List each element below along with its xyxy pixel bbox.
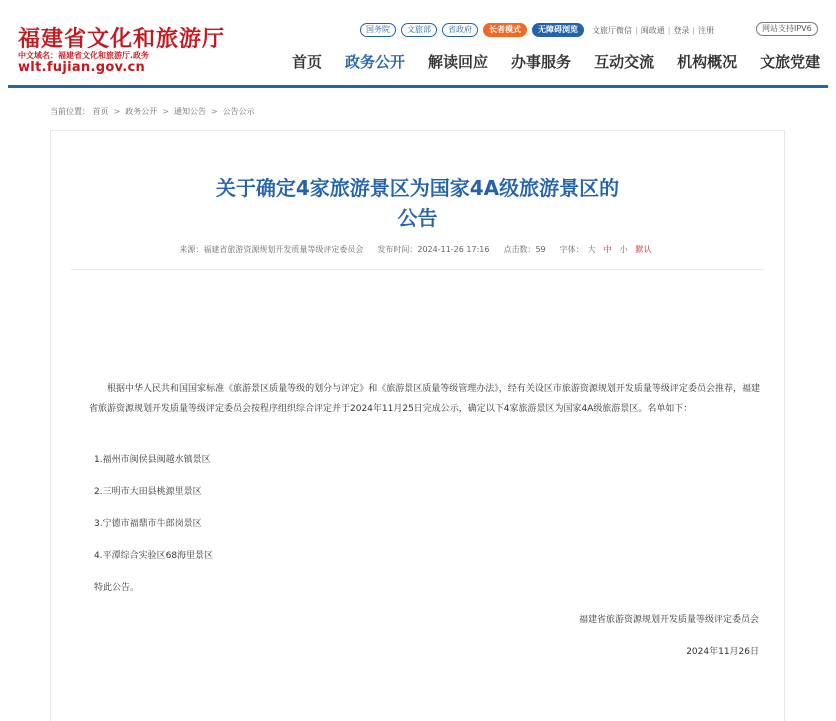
ipv6-badge: 网站支持IPV6 <box>756 22 818 36</box>
meta-divider <box>71 269 764 270</box>
click-count-value: 59 <box>535 245 546 254</box>
publish-date-value: 2024-11-26 17:16 <box>417 245 490 254</box>
breadcrumb-item-government-affairs[interactable]: 政务公开 <box>125 107 158 116</box>
article-closing: 特此公告。 <box>94 583 140 593</box>
top-links-bar <box>360 22 714 38</box>
nav-home[interactable]: 首页 <box>292 53 323 71</box>
link-state-council[interactable]: 国务院 <box>360 23 396 37</box>
utility-links <box>592 25 714 36</box>
chevron-right-icon: > <box>113 107 121 116</box>
publish-date-label: 发布时间： <box>377 245 418 254</box>
site-header <box>0 0 836 88</box>
article-title <box>51 173 784 233</box>
site-domain: wlt.fujian.gov.cn <box>18 60 146 75</box>
font-size-small-button[interactable]: 小 <box>619 245 628 254</box>
list-item: 3.宁德市福鼎市牛郎岗景区 <box>94 519 202 529</box>
font-size-default-button[interactable]: 默认 <box>635 245 652 254</box>
accessibility-button[interactable]: 无障碍浏览 <box>532 23 584 37</box>
separator: | <box>667 25 671 35</box>
article-meta <box>51 244 784 255</box>
font-size-large-button[interactable]: 大 <box>587 245 596 254</box>
article-title-line1: 关于确定4家旅游景区为国家4A级旅游景区的 <box>215 176 620 200</box>
breadcrumb-item-home[interactable]: 首页 <box>92 107 109 116</box>
link-provincial-government[interactable]: 省政府 <box>442 23 478 37</box>
source-value: 福建省旅游资源规划开发质量等级评定委员会 <box>203 245 364 254</box>
login-link[interactable]: 登录 <box>673 25 690 35</box>
separator: | <box>692 25 696 35</box>
font-size-label: 字体： <box>559 245 584 254</box>
separator: | <box>635 25 638 35</box>
main-nav <box>292 51 836 72</box>
article-card <box>50 130 785 721</box>
signatory: 福建省旅游资源规划开发质量等级评定委员会 <box>578 615 759 625</box>
sign-date: 2024年11月26日 <box>686 647 759 657</box>
list-item: 2.三明市大田县桃源里景区 <box>94 487 202 497</box>
chevron-right-icon: > <box>162 107 169 116</box>
source-label: 来源： <box>179 245 204 254</box>
list-item: 4.平潭综合实验区68海里景区 <box>94 551 214 561</box>
nav-government-affairs[interactable]: 政务公开 <box>345 53 406 71</box>
nav-interaction[interactable]: 互动交流 <box>594 53 655 71</box>
site-logo-title[interactable]: 福建省文化和旅游厅 <box>18 26 226 52</box>
nav-interpretation[interactable]: 解读回应 <box>428 53 489 71</box>
breadcrumb-item-notices[interactable]: 通知公告 <box>173 107 206 116</box>
nav-party-building[interactable]: 文旅党建 <box>760 53 821 71</box>
elder-mode-button[interactable]: 长者模式 <box>483 23 527 37</box>
wechat-link[interactable]: 文旅厅微信 <box>592 25 632 35</box>
font-size-medium-button[interactable]: 中 <box>603 245 612 254</box>
breadcrumb-label: 当前位置： <box>50 107 90 116</box>
article-body-paragraph: 根据中华人民共和国国家标准《旅游景区质量等级的划分与评定》和《旅游景区质量等级管理办法》，经有关设区市旅游资源规划开发质量等级评定委员会推荐，福建省旅游资源规划开发质量等级评定委员会按程序组织综合评定并于2024年11月25日完成公示，确定以下4家旅游景区为国家4A级旅游景区。名单如下： <box>89 384 760 414</box>
click-count-label: 点击数： <box>503 245 536 254</box>
nav-services[interactable]: 办事服务 <box>511 53 572 71</box>
nav-organization[interactable]: 机构概况 <box>677 53 738 71</box>
minzhengtong-link[interactable]: 闽政通 <box>640 25 665 35</box>
breadcrumb-item-announcements[interactable]: 公告公示 <box>222 107 255 116</box>
register-link[interactable]: 注册 <box>698 25 715 35</box>
site-logo-subtitle: 中文域名：福建省文化和旅游厅.政务 <box>18 51 150 60</box>
breadcrumb <box>50 106 255 117</box>
header-divider <box>8 85 828 88</box>
chevron-right-icon: > <box>210 107 218 116</box>
article-title-line2: 公告 <box>397 206 438 230</box>
link-ministry-culture-tourism[interactable]: 文旅部 <box>401 23 437 37</box>
list-item: 1.福州市闽侯县闽越水镇景区 <box>94 455 211 465</box>
